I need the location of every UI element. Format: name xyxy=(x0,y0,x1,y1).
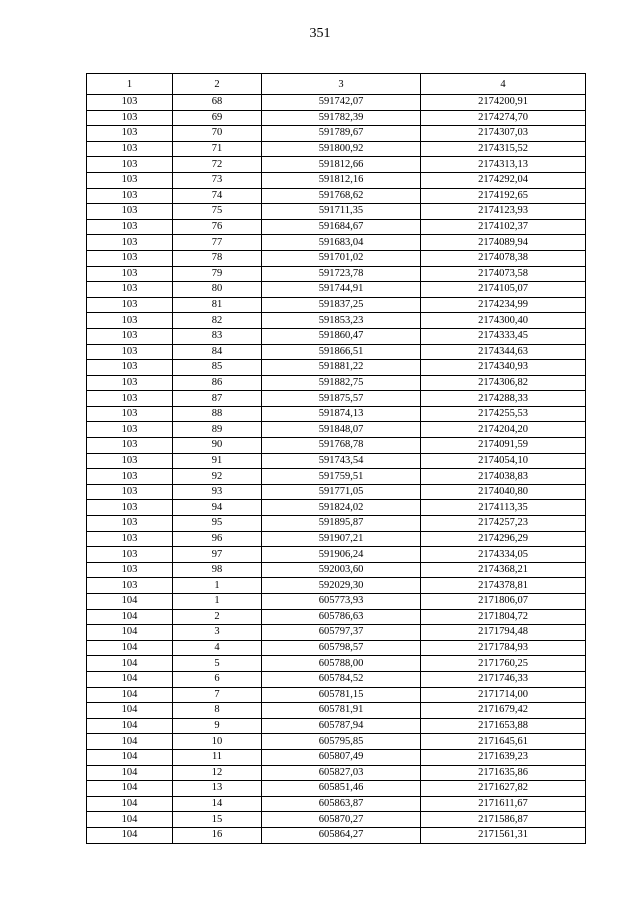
cell-object-id: 103 xyxy=(87,391,173,407)
cell-object-id: 103 xyxy=(87,562,173,578)
cell-x-coordinate: 591837,25 xyxy=(262,297,421,313)
cell-y-coordinate: 2171746,33 xyxy=(421,671,586,687)
table-row xyxy=(87,172,586,188)
cell-object-id: 103 xyxy=(87,235,173,251)
cell-object-id: 103 xyxy=(87,219,173,235)
table-row xyxy=(87,594,586,610)
cell-object-id: 103 xyxy=(87,157,173,173)
cell-object-id: 104 xyxy=(87,609,173,625)
table-row xyxy=(87,609,586,625)
table-row xyxy=(87,484,586,500)
cell-object-id: 104 xyxy=(87,734,173,750)
cell-object-id: 103 xyxy=(87,110,173,126)
cell-y-coordinate: 2174255,53 xyxy=(421,406,586,422)
cell-object-id: 104 xyxy=(87,765,173,781)
cell-y-coordinate: 2171653,88 xyxy=(421,718,586,734)
cell-x-coordinate: 605781,15 xyxy=(262,687,421,703)
cell-x-coordinate: 591723,78 xyxy=(262,266,421,282)
cell-x-coordinate: 591759,51 xyxy=(262,469,421,485)
cell-y-coordinate: 2174378,81 xyxy=(421,578,586,594)
cell-object-id: 103 xyxy=(87,328,173,344)
cell-point-number: 1 xyxy=(173,578,262,594)
table-row xyxy=(87,422,586,438)
cell-point-number: 76 xyxy=(173,219,262,235)
cell-x-coordinate: 591824,02 xyxy=(262,500,421,516)
cell-x-coordinate: 605788,00 xyxy=(262,656,421,672)
cell-y-coordinate: 2174313,13 xyxy=(421,157,586,173)
table-row xyxy=(87,328,586,344)
cell-point-number: 97 xyxy=(173,547,262,563)
cell-point-number: 12 xyxy=(173,765,262,781)
cell-point-number: 81 xyxy=(173,297,262,313)
table-row xyxy=(87,297,586,313)
table-row xyxy=(87,796,586,812)
cell-x-coordinate: 591684,67 xyxy=(262,219,421,235)
cell-y-coordinate: 2174306,82 xyxy=(421,375,586,391)
cell-y-coordinate: 2174257,23 xyxy=(421,516,586,532)
cell-x-coordinate: 605870,27 xyxy=(262,812,421,828)
cell-y-coordinate: 2174089,94 xyxy=(421,235,586,251)
cell-x-coordinate: 605787,94 xyxy=(262,718,421,734)
cell-point-number: 69 xyxy=(173,110,262,126)
cell-point-number: 70 xyxy=(173,126,262,142)
cell-x-coordinate: 591743,54 xyxy=(262,453,421,469)
cell-object-id: 104 xyxy=(87,625,173,641)
cell-x-coordinate: 591812,16 xyxy=(262,172,421,188)
cell-object-id: 103 xyxy=(87,547,173,563)
table-row xyxy=(87,188,586,204)
cell-x-coordinate: 591882,75 xyxy=(262,375,421,391)
cell-y-coordinate: 2174073,58 xyxy=(421,266,586,282)
table-row xyxy=(87,827,586,843)
cell-point-number: 4 xyxy=(173,640,262,656)
cell-x-coordinate: 605827,03 xyxy=(262,765,421,781)
cell-y-coordinate: 2171714,00 xyxy=(421,687,586,703)
cell-object-id: 103 xyxy=(87,406,173,422)
cell-y-coordinate: 2174078,38 xyxy=(421,250,586,266)
table-row xyxy=(87,656,586,672)
cell-x-coordinate: 605807,49 xyxy=(262,749,421,765)
table-row xyxy=(87,204,586,220)
cell-object-id: 103 xyxy=(87,126,173,142)
table-row xyxy=(87,718,586,734)
cell-x-coordinate: 592003,60 xyxy=(262,562,421,578)
cell-point-number: 1 xyxy=(173,594,262,610)
cell-x-coordinate: 591895,87 xyxy=(262,516,421,532)
cell-object-id: 103 xyxy=(87,531,173,547)
cell-point-number: 79 xyxy=(173,266,262,282)
cell-x-coordinate: 605784,52 xyxy=(262,671,421,687)
cell-y-coordinate: 2174274,70 xyxy=(421,110,586,126)
cell-x-coordinate: 605773,93 xyxy=(262,594,421,610)
cell-object-id: 103 xyxy=(87,297,173,313)
cell-object-id: 103 xyxy=(87,204,173,220)
cell-object-id: 104 xyxy=(87,796,173,812)
table-row xyxy=(87,547,586,563)
table-row xyxy=(87,235,586,251)
column-header-4: 4 xyxy=(421,74,586,95)
cell-object-id: 103 xyxy=(87,360,173,376)
cell-y-coordinate: 2174040,80 xyxy=(421,484,586,500)
cell-x-coordinate: 605795,85 xyxy=(262,734,421,750)
cell-object-id: 104 xyxy=(87,671,173,687)
cell-x-coordinate: 591860,47 xyxy=(262,328,421,344)
cell-x-coordinate: 605864,27 xyxy=(262,827,421,843)
cell-point-number: 6 xyxy=(173,671,262,687)
cell-y-coordinate: 2171806,07 xyxy=(421,594,586,610)
table-row xyxy=(87,282,586,298)
table-row xyxy=(87,391,586,407)
column-header-2: 2 xyxy=(173,74,262,95)
cell-object-id: 103 xyxy=(87,500,173,516)
cell-y-coordinate: 2171679,42 xyxy=(421,703,586,719)
cell-y-coordinate: 2174200,91 xyxy=(421,95,586,111)
table-row xyxy=(87,749,586,765)
cell-point-number: 95 xyxy=(173,516,262,532)
cell-point-number: 2 xyxy=(173,609,262,625)
cell-object-id: 103 xyxy=(87,250,173,266)
cell-x-coordinate: 591771,05 xyxy=(262,484,421,500)
table-row xyxy=(87,313,586,329)
cell-point-number: 9 xyxy=(173,718,262,734)
cell-object-id: 103 xyxy=(87,375,173,391)
cell-y-coordinate: 2174192,65 xyxy=(421,188,586,204)
cell-x-coordinate: 591866,51 xyxy=(262,344,421,360)
cell-x-coordinate: 591789,67 xyxy=(262,126,421,142)
table-row xyxy=(87,157,586,173)
page-number: 351 xyxy=(309,26,331,41)
cell-y-coordinate: 2174340,93 xyxy=(421,360,586,376)
cell-point-number: 7 xyxy=(173,687,262,703)
table-row xyxy=(87,453,586,469)
cell-y-coordinate: 2174307,03 xyxy=(421,126,586,142)
cell-object-id: 104 xyxy=(87,656,173,672)
cell-x-coordinate: 591800,92 xyxy=(262,141,421,157)
cell-object-id: 104 xyxy=(87,781,173,797)
table-row xyxy=(87,250,586,266)
table-row xyxy=(87,734,586,750)
cell-y-coordinate: 2174113,35 xyxy=(421,500,586,516)
cell-object-id: 104 xyxy=(87,703,173,719)
cell-x-coordinate: 591907,21 xyxy=(262,531,421,547)
cell-object-id: 103 xyxy=(87,141,173,157)
table-row xyxy=(87,110,586,126)
column-header-1: 1 xyxy=(87,74,173,95)
cell-point-number: 93 xyxy=(173,484,262,500)
table-row xyxy=(87,469,586,485)
cell-y-coordinate: 2174288,33 xyxy=(421,391,586,407)
table-row xyxy=(87,687,586,703)
cell-object-id: 103 xyxy=(87,95,173,111)
cell-object-id: 104 xyxy=(87,812,173,828)
cell-point-number: 16 xyxy=(173,827,262,843)
cell-x-coordinate: 591768,62 xyxy=(262,188,421,204)
cell-object-id: 103 xyxy=(87,484,173,500)
cell-y-coordinate: 2174091,59 xyxy=(421,438,586,454)
table-row xyxy=(87,141,586,157)
cell-object-id: 103 xyxy=(87,516,173,532)
table-row xyxy=(87,781,586,797)
cell-object-id: 103 xyxy=(87,188,173,204)
cell-x-coordinate: 591812,66 xyxy=(262,157,421,173)
cell-y-coordinate: 2171760,25 xyxy=(421,656,586,672)
cell-y-coordinate: 2174333,45 xyxy=(421,328,586,344)
cell-object-id: 103 xyxy=(87,266,173,282)
cell-point-number: 82 xyxy=(173,313,262,329)
cell-point-number: 94 xyxy=(173,500,262,516)
cell-point-number: 78 xyxy=(173,250,262,266)
cell-x-coordinate: 605851,46 xyxy=(262,781,421,797)
cell-y-coordinate: 2171586,87 xyxy=(421,812,586,828)
cell-y-coordinate: 2174334,05 xyxy=(421,547,586,563)
cell-y-coordinate: 2171794,48 xyxy=(421,625,586,641)
cell-y-coordinate: 2174292,04 xyxy=(421,172,586,188)
cell-point-number: 88 xyxy=(173,406,262,422)
table-row xyxy=(87,671,586,687)
cell-x-coordinate: 591782,39 xyxy=(262,110,421,126)
cell-y-coordinate: 2174296,29 xyxy=(421,531,586,547)
cell-point-number: 75 xyxy=(173,204,262,220)
cell-x-coordinate: 591906,24 xyxy=(262,547,421,563)
table-row xyxy=(87,765,586,781)
cell-point-number: 74 xyxy=(173,188,262,204)
cell-point-number: 72 xyxy=(173,157,262,173)
cell-point-number: 80 xyxy=(173,282,262,298)
cell-point-number: 8 xyxy=(173,703,262,719)
cell-point-number: 77 xyxy=(173,235,262,251)
cell-point-number: 3 xyxy=(173,625,262,641)
cell-x-coordinate: 605798,57 xyxy=(262,640,421,656)
cell-x-coordinate: 592029,30 xyxy=(262,578,421,594)
cell-object-id: 104 xyxy=(87,718,173,734)
cell-object-id: 103 xyxy=(87,469,173,485)
cell-x-coordinate: 591848,07 xyxy=(262,422,421,438)
cell-y-coordinate: 2174204,20 xyxy=(421,422,586,438)
table-row xyxy=(87,266,586,282)
cell-point-number: 87 xyxy=(173,391,262,407)
table-row xyxy=(87,219,586,235)
cell-y-coordinate: 2171645,61 xyxy=(421,734,586,750)
table-row xyxy=(87,516,586,532)
cell-y-coordinate: 2174368,21 xyxy=(421,562,586,578)
cell-y-coordinate: 2174038,83 xyxy=(421,469,586,485)
cell-x-coordinate: 591683,04 xyxy=(262,235,421,251)
cell-point-number: 90 xyxy=(173,438,262,454)
cell-x-coordinate: 591701,02 xyxy=(262,250,421,266)
table-row xyxy=(87,406,586,422)
table-header-row xyxy=(87,74,586,95)
cell-point-number: 86 xyxy=(173,375,262,391)
cell-object-id: 104 xyxy=(87,640,173,656)
cell-y-coordinate: 2171804,72 xyxy=(421,609,586,625)
cell-point-number: 73 xyxy=(173,172,262,188)
cell-x-coordinate: 591874,13 xyxy=(262,406,421,422)
cell-y-coordinate: 2174344,63 xyxy=(421,344,586,360)
coordinates-table xyxy=(86,73,586,844)
cell-y-coordinate: 2171561,31 xyxy=(421,827,586,843)
cell-x-coordinate: 591742,07 xyxy=(262,95,421,111)
cell-y-coordinate: 2174234,99 xyxy=(421,297,586,313)
table-row xyxy=(87,531,586,547)
cell-y-coordinate: 2171627,82 xyxy=(421,781,586,797)
cell-object-id: 104 xyxy=(87,687,173,703)
cell-object-id: 104 xyxy=(87,594,173,610)
cell-x-coordinate: 605863,87 xyxy=(262,796,421,812)
cell-x-coordinate: 605781,91 xyxy=(262,703,421,719)
cell-point-number: 85 xyxy=(173,360,262,376)
cell-object-id: 103 xyxy=(87,453,173,469)
table-row xyxy=(87,360,586,376)
cell-y-coordinate: 2174315,52 xyxy=(421,141,586,157)
cell-y-coordinate: 2171635,86 xyxy=(421,765,586,781)
cell-y-coordinate: 2174123,93 xyxy=(421,204,586,220)
cell-x-coordinate: 591744,91 xyxy=(262,282,421,298)
cell-y-coordinate: 2171611,67 xyxy=(421,796,586,812)
cell-y-coordinate: 2171784,93 xyxy=(421,640,586,656)
cell-object-id: 103 xyxy=(87,438,173,454)
cell-point-number: 68 xyxy=(173,95,262,111)
table-row xyxy=(87,344,586,360)
cell-y-coordinate: 2174105,07 xyxy=(421,282,586,298)
column-header-3: 3 xyxy=(262,74,421,95)
cell-y-coordinate: 2171639,23 xyxy=(421,749,586,765)
table-body xyxy=(87,95,586,844)
cell-point-number: 96 xyxy=(173,531,262,547)
cell-point-number: 71 xyxy=(173,141,262,157)
table-row xyxy=(87,562,586,578)
cell-x-coordinate: 605797,37 xyxy=(262,625,421,641)
cell-point-number: 89 xyxy=(173,422,262,438)
cell-point-number: 5 xyxy=(173,656,262,672)
cell-object-id: 104 xyxy=(87,749,173,765)
cell-x-coordinate: 591881,22 xyxy=(262,360,421,376)
cell-object-id: 103 xyxy=(87,282,173,298)
cell-x-coordinate: 591853,23 xyxy=(262,313,421,329)
table-row xyxy=(87,375,586,391)
cell-point-number: 98 xyxy=(173,562,262,578)
cell-x-coordinate: 591768,78 xyxy=(262,438,421,454)
table-row xyxy=(87,812,586,828)
cell-object-id: 103 xyxy=(87,313,173,329)
cell-object-id: 103 xyxy=(87,172,173,188)
cell-object-id: 103 xyxy=(87,422,173,438)
cell-point-number: 91 xyxy=(173,453,262,469)
cell-point-number: 83 xyxy=(173,328,262,344)
table-row xyxy=(87,640,586,656)
cell-point-number: 15 xyxy=(173,812,262,828)
table-row xyxy=(87,95,586,111)
cell-y-coordinate: 2174102,37 xyxy=(421,219,586,235)
table-row xyxy=(87,438,586,454)
cell-point-number: 92 xyxy=(173,469,262,485)
cell-object-id: 103 xyxy=(87,578,173,594)
cell-x-coordinate: 591875,57 xyxy=(262,391,421,407)
table-row xyxy=(87,126,586,142)
cell-y-coordinate: 2174054,10 xyxy=(421,453,586,469)
cell-y-coordinate: 2174300,40 xyxy=(421,313,586,329)
cell-point-number: 11 xyxy=(173,749,262,765)
cell-x-coordinate: 591711,35 xyxy=(262,204,421,220)
cell-x-coordinate: 605786,63 xyxy=(262,609,421,625)
table-row xyxy=(87,625,586,641)
table-row xyxy=(87,578,586,594)
cell-point-number: 84 xyxy=(173,344,262,360)
cell-point-number: 10 xyxy=(173,734,262,750)
cell-object-id: 103 xyxy=(87,344,173,360)
table-row xyxy=(87,703,586,719)
cell-point-number: 14 xyxy=(173,796,262,812)
cell-point-number: 13 xyxy=(173,781,262,797)
cell-object-id: 104 xyxy=(87,827,173,843)
table-row xyxy=(87,500,586,516)
